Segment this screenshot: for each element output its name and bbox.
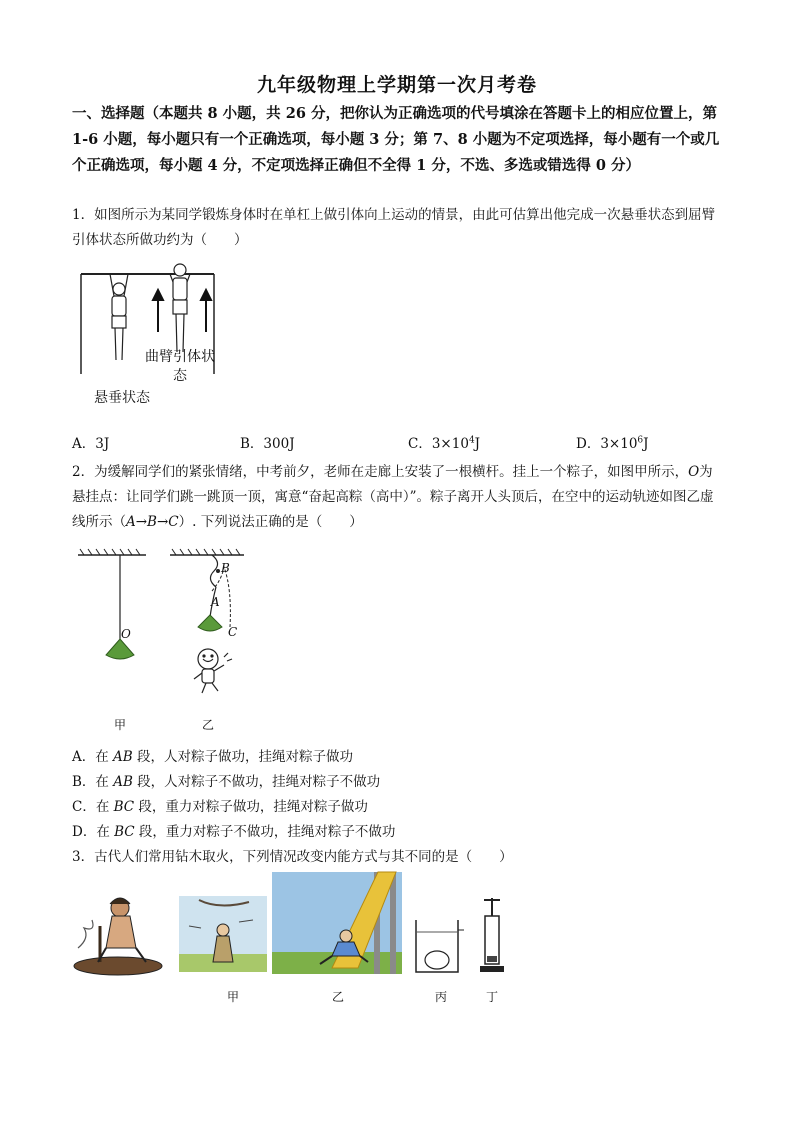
question-1-stem: 1．如图所示为某同学锻炼身体时在单杠上做引体向上运动的情景，由此可估算出他完成一次悬垂状态到屈臂引体状态所做功约为（ ） (72, 207, 716, 248)
q1-option-b: B．300J (240, 436, 295, 452)
zongzi-icon (106, 639, 134, 659)
fire-syringe-picture (478, 898, 506, 978)
section-heading: 一、选择题（本题共 8 小题，共 26 分，把你认为正确选项的代号填涂在答题卡上的相应位置上，第 1-6 小题，每小题只有一个正确选项，每小题 3 分；第 7、8 小题为不定项选择，每小题有一个或几个正确选项，每小题 4 分，不定项选择正确但不全得 1 分，不选、多选或错选得 0 分） (72, 105, 720, 174)
page-title: 九年级物理上学期第一次月考卷 (256, 74, 537, 96)
bent-arm-person-icon (170, 264, 190, 352)
q2-option-b: B．在 AB 段，人对粽子不做功，挂绳对粽子不做功 (72, 774, 381, 790)
label-bent-arm: 曲臂引体状态 (145, 349, 215, 384)
q1-option-c: C．$3\times 10^4J$ (408, 435, 481, 452)
jumping-kid-icon (194, 649, 232, 693)
q2-option-a: A．在 AB 段，人对粽子做功，挂绳对粽子做功 (72, 749, 354, 765)
slide-picture (272, 872, 402, 974)
label-hanging: 悬垂状态 (94, 390, 150, 406)
fire-drilling-picture (70, 886, 166, 978)
q2-option-c: C．在 BC 段，重力对粽子做功，挂绳对粽子做功 (72, 799, 368, 815)
label-jia-q3: 甲 (227, 990, 240, 1004)
label-ding-q3: 丁 (486, 990, 499, 1004)
q1-option-a: A．3J (72, 436, 110, 452)
question-3-stem: 3．古代人们常用钻木取火，下列情况改变内能方式与其不同的是（ ） (72, 849, 513, 865)
label-jia-q2: 甲 (114, 718, 127, 732)
ceiling-hatch (78, 549, 244, 555)
label-B: B (221, 561, 230, 575)
label-A: A (211, 595, 220, 609)
q2-option-d: D．在 BC 段，重力对粽子不做功，挂绳对粽子不做功 (72, 824, 396, 840)
question-2-stem: 2．为缓解同学们的紧张情绪，中考前夕，老师在走廊上安装了一根横杆。挂上一个粽子，如图甲所示，O为悬挂点：让同学们跳一跳顶一顶，寓意“奋起高粽（高中）”。粽子离开人头顶后，在空中的运动轨迹如图乙虚线所示（A→B→C）. 下列说法正确的是（ ） (72, 464, 714, 530)
beaker-picture (412, 918, 464, 976)
windy-scene-picture (179, 896, 267, 972)
hanging-person-icon (110, 274, 128, 360)
label-bing-q3: 丙 (435, 990, 448, 1004)
label-C: C (228, 625, 238, 639)
q1-option-d: D．$3\times 10^6J$ (576, 435, 649, 452)
label-yi-q3: 乙 (332, 990, 345, 1004)
label-yi-q2: 乙 (202, 718, 215, 732)
zongzi-yi-icon (198, 615, 222, 631)
label-O: O (121, 627, 131, 641)
